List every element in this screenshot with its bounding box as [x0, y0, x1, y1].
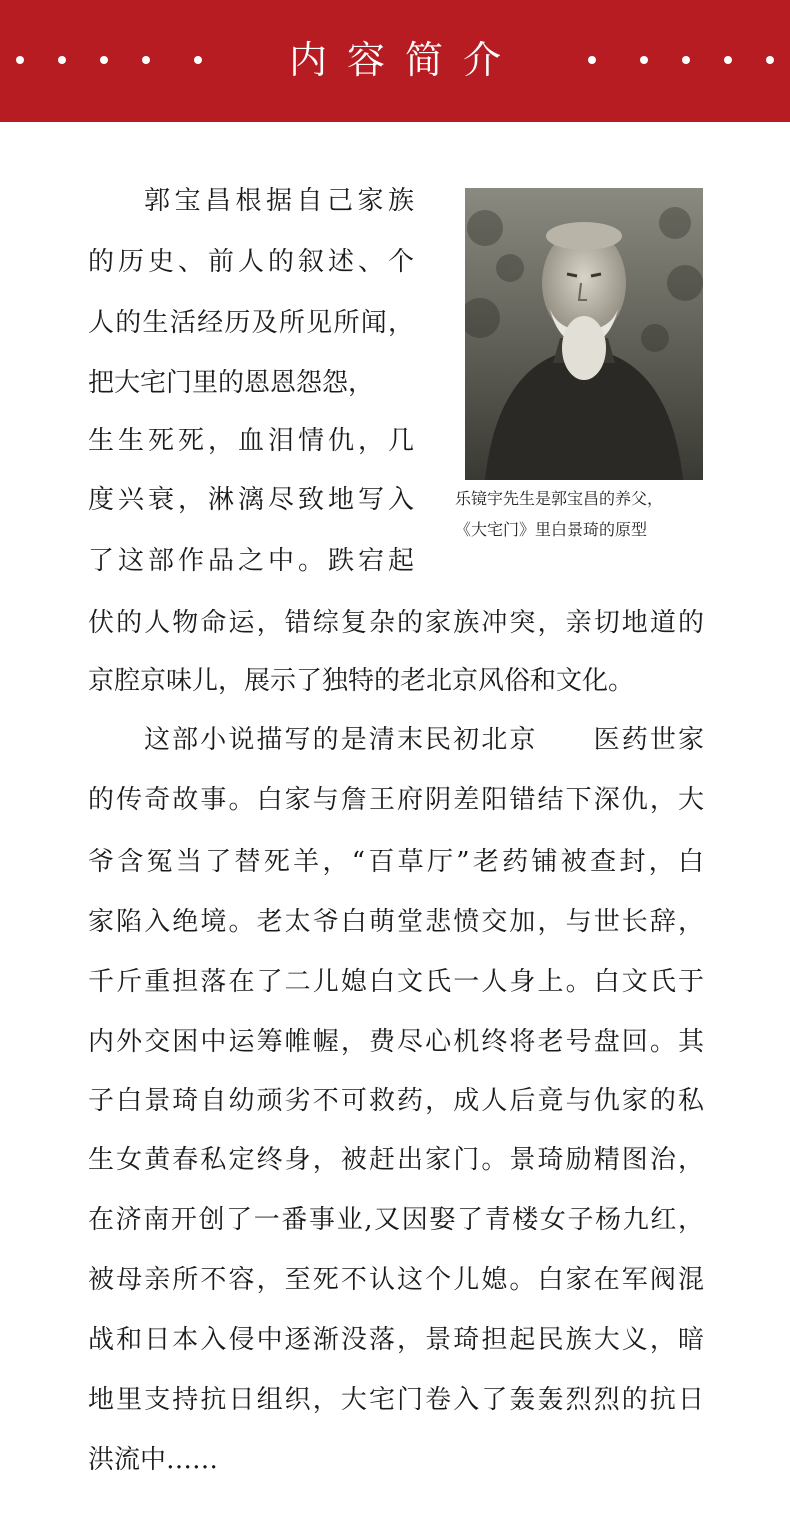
paragraph2-line: 内外交困中运筹帷幄，费尽心机终将老号盘回。其 [88, 1027, 704, 1057]
paragraph1-line: 人的生活经历及所见所闻， [88, 308, 414, 338]
paragraph1-line: 度兴衰，淋漓尽致地写入 [88, 485, 414, 515]
paragraph1-line: 郭宝昌根据自己家族 [144, 186, 414, 216]
paragraph2-line: 生女黄春私定终身，被赶出家门。景琦励精图治， [88, 1145, 704, 1175]
paragraph2-line: 千斤重担落在了二儿媳白文氏一人身上。白文氏于 [88, 967, 704, 997]
paragraph2-line: 这部小说描写的是清末民初北京 医药世家 [144, 725, 704, 755]
paragraph2-line: 洪流中…… [88, 1445, 219, 1475]
paragraph1-line: 了这部作品之中。跌宕起 [88, 546, 414, 576]
paragraph1-line: 把大宅门里的恩恩怨怨， [88, 368, 375, 398]
paragraph2-line: 家陷入绝境。老太爷白萌堂悲愤交加，与世长辞， [88, 907, 704, 937]
paragraph2-line: 在济南开创了一番事业,又因娶了青楼女子杨九红， [88, 1205, 704, 1235]
paragraph1-line: 生生死死，血泪情仇，几 [88, 426, 414, 456]
photo-caption-line: 《大宅门》里白景琦的原型 [455, 520, 648, 539]
paragraph2-line: 的传奇故事。白家与詹王府阴差阳错结下深仇，大 [88, 785, 704, 815]
paragraph1-line: 伏的人物命运，错综复杂的家族冲突，亲切地道的 [88, 608, 704, 638]
paragraph1-line: 京腔京味儿，展示了独特的老北京风俗和文化。 [88, 666, 635, 696]
dot-icon [682, 56, 690, 64]
dot-icon [640, 56, 648, 64]
paragraph1-line: 的历史、前人的叙述、个 [88, 247, 414, 277]
right-dots-decoration [570, 56, 790, 64]
page-title: 内容简介 [288, 38, 521, 82]
paragraph2-line: 战和日本入侵中逐渐没落，景琦担起民族大义，暗 [88, 1325, 704, 1355]
paragraph2-line: 爷含冤当了替死羊，“百草厅”老药铺被查封，白 [88, 847, 704, 877]
portrait-photo-icon [465, 188, 703, 480]
dot-icon [588, 56, 596, 64]
header-banner [0, 0, 790, 122]
paragraph2-line: 子白景琦自幼顽劣不可救药，成人后竟与仇家的私 [88, 1086, 704, 1116]
dot-icon [724, 56, 732, 64]
photo-caption-line: 乐镜宇先生是郭宝昌的养父， [455, 489, 664, 508]
paragraph2-line: 被母亲所不容，至死不认这个儿媳。白家在军阀混 [88, 1265, 704, 1295]
dot-icon [766, 56, 774, 64]
portrait-photo [465, 188, 703, 480]
paragraph2-line: 地里支持抗日组织，大宅门卷入了轰轰烈烈的抗日 [88, 1385, 704, 1415]
